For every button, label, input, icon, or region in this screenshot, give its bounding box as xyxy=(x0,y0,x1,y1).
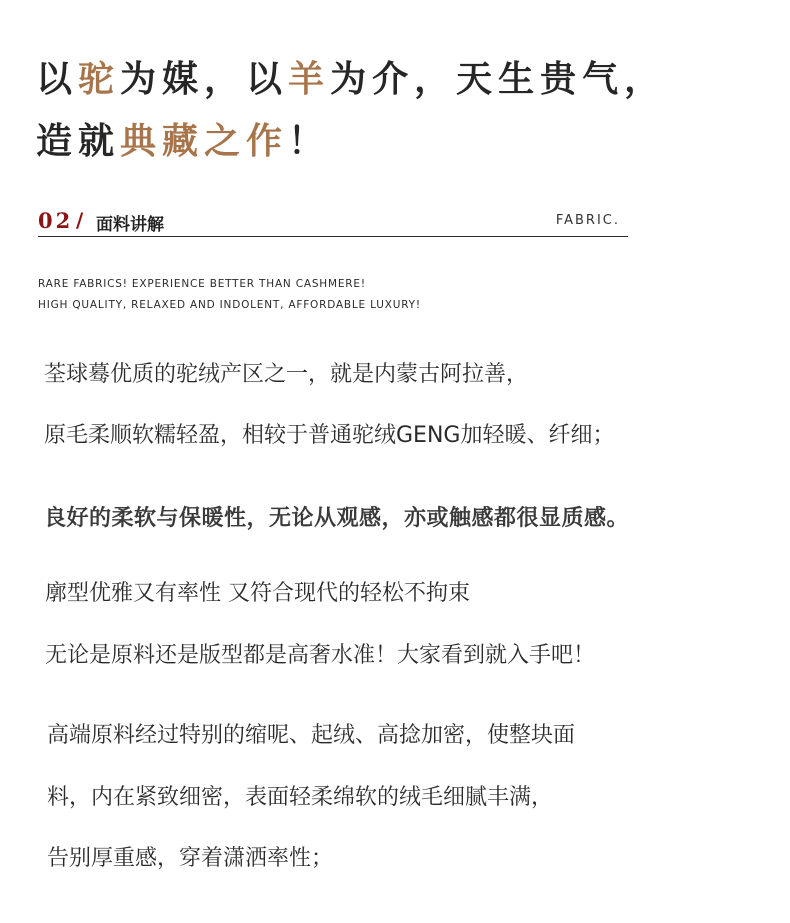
body-paragraph-4: 廓型优雅又有率性 又符合现代的轻松不拘束 xyxy=(45,581,470,606)
body-paragraph-5: 无论是原料还是版型都是高奢水准！大家看到就入手吧！ xyxy=(45,643,596,668)
headline-accent-segment: 羊 xyxy=(288,59,331,100)
headline-segment: 造就 xyxy=(36,121,121,162)
section-english-label: FABRIC. xyxy=(555,213,620,228)
headline-line-1 xyxy=(36,59,667,100)
headline-segment: 以 xyxy=(36,59,79,100)
headline-accent-segment: 驼 xyxy=(78,59,121,100)
body-paragraph-1: 荃球蓦优质的驼绒产区之一，就是内蒙古阿拉善， xyxy=(44,362,529,387)
headline-accent-segment: 典藏之作 xyxy=(120,121,289,162)
english-tagline-2: HIGH QUALITY, RELAXED AND INDOLENT, AFFORDABLE LUXURY! xyxy=(38,299,421,311)
body-paragraph-highlight: 良好的柔软与保暖性，无论从观感，亦或触感都很显质感。 xyxy=(44,506,630,531)
headline-segment: 为介，天生贵气， xyxy=(330,59,667,100)
section-header xyxy=(38,206,628,237)
headline-segment: ！ xyxy=(288,121,331,162)
body-paragraph-6: 高端原料经过特别的缩呢、起绒、高捻加密，使整块面 xyxy=(47,723,576,748)
section-slash: / xyxy=(76,208,84,232)
headline-line-2 xyxy=(36,121,331,162)
body-paragraph-8: 告别厚重感，穿着潇洒率性； xyxy=(47,846,334,871)
body-paragraph-7: 料，内在紧致细密，表面轻柔绵软的绒毛细腻丰满， xyxy=(47,785,554,810)
section-title: 面料讲解 xyxy=(96,215,164,235)
headline-segment: 为媒，以 xyxy=(120,59,289,100)
section-number: 02 xyxy=(38,208,74,233)
body-paragraph-2: 原毛柔顺软糯轻盈，相较于普通驼绒GENG加轻暖、纤细； xyxy=(44,423,615,448)
english-tagline-1: RARE FABRICS! EXPERIENCE BETTER THAN CASHMERE! xyxy=(38,278,366,290)
